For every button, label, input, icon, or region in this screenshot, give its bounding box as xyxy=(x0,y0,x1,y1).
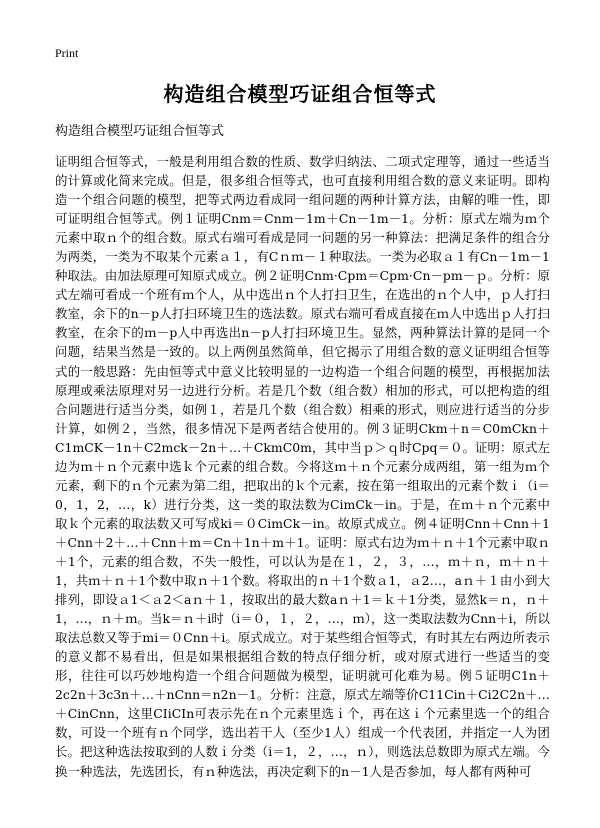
document-subtitle: 构造组合模型巧证组合恒等式 xyxy=(55,124,225,139)
document-title: 构造组合模型巧证组合恒等式 xyxy=(163,82,437,106)
print-label: Print xyxy=(55,46,79,60)
document-body: 证明组合恒等式，一般是利用组合数的性质、数学归纳法、二项式定理等，通过一些适当的计算或化简来完成。但是，很多组合恒等式，也可直接利用组合数的意义来证明。即构造一个组合问题的模型，把等式两边看成同一组问题的两种计算方法，由解的唯一性，即可证明组合恒等式。例１证明Cnm＝Cnm－1m＋Cn－1m－1。分析：原式左端为ｍ个元素中取ｎ个的组合数。原式右端可看成是同一问题的另一种算法：把满足条件的组合分为两类，一类为不取某个元素ａ１，有Cｎｍ－１种取法。一类为必取ａ１有Cn－1m－1种取法。由加法原理可知原式成立。例２证明Cnm·Cpm＝Cpm·Cn－pm－ｐ。分析：原式左端可看成一个班有ｍ个人，从中选出ｎ个人打扫卫生，在选出的ｎ个人中，ｐ人打扫教室，余下的n－p人打扫环境卫生的选法数。原式右端可看成直接在ｍ人中选出ｐ人打扫教室，在余下的ｍ－p人中再选出n－p人打扫环境卫生。显然，两种算法计算的是同一个问题，结果当然是一致的。以上两例虽然简单，但它揭示了用组合数的意义证明组合恒等式的一般思路：先由恒等式中意义比较明显的一边构造一个组合问题的模型，再根据加法原理或乘法原理对另一边进行分析。若是几个数（组合数）相加的形式，可以把构造的组合问题进行适当分类，如例１，若是几个数（组合数）相乘的形式，则应进行适当的分步计算，如例２，当然，很多情况下是两者结合使用的。例３证明Ckm＋n＝C0mCkn＋C1mCK－1n＋C2mck－2n＋…＋CkmC0m，其中当ｐ＞ｑ时Cpq＝０。证明：原式左边为ｍ＋ｎ个元素中选ｋ个元素的组合数。今将这ｍ＋ｎ个元素分成两组，第一组为ｍ个元素，剩下的ｎ个元素为第二组，把取出的ｋ个元素，按在第一组取出的元素个数ｉ（i＝0，1，2，…，k）进行分类，这一类的取法数为CimCk－in。于是，在ｍ＋ｎ个元素中取ｋ个元素的取法数又可写成ki＝０CimCk－in。故原式成立。例４证明Cnn＋Cnn＋1＋Cnn＋2＋…＋Cnn＋m＝Cn＋1n＋m＋1。证明：原式右边为ｍ＋ｎ＋1个元素中取ｎ＋1个，元素的组合数，不失一般性，可以认为是在１，２，３，…，ｍ＋ｎ，ｍ＋ｎ＋1，共ｍ＋ｎ＋1个数中取ｎ＋1个数。将取出的ｎ＋1个数ａ1，ａ2…，aｎ＋１由小到大排列，即设ａ1＜ａ2＜aｎ＋１，按取出的最大数aｎ＋1＝ｋ＋1分类，显然k＝ｎ，ｎ＋1，…，ｎ＋ｍ。当k＝ｎ＋i时（i＝０，１，２，…，ｍ），这一类取法数为Cnn＋i，所以取法总数又等于mi＝０Cnn＋i。原式成立。对于某些组合恒等式，有时其左右两边所表示的意义都不易看出，但是如果根据组合数的特点仔细分析，或对原式进行一些适当的变形，往往可以巧妙地构造一个组合问题做为模型，证明就可化难为易。例５证明C1n＋2c2n＋3c3n＋…＋nCnn＝n2n－1。分析：注意，原式左端等价C11Cin＋Ci2C2n＋…＋CinCnn，这里CIiCIn可表示先在ｎ个元素里选ｉ个，再在这ｉ个元素里选一个的组合数，可设一个班有ｎ个同学，选出若干人（至少1人）组成一个代表团，并指定一人为团长。把这种选法按取到的人数ｉ分类（i＝1，２，…，ｎ），则选法总数即为原式左端。今换一种选法，先选团长，有ｎ种选法，再决定剩下的n－1人是否参加，每人都有两种可 xyxy=(55,154,550,779)
